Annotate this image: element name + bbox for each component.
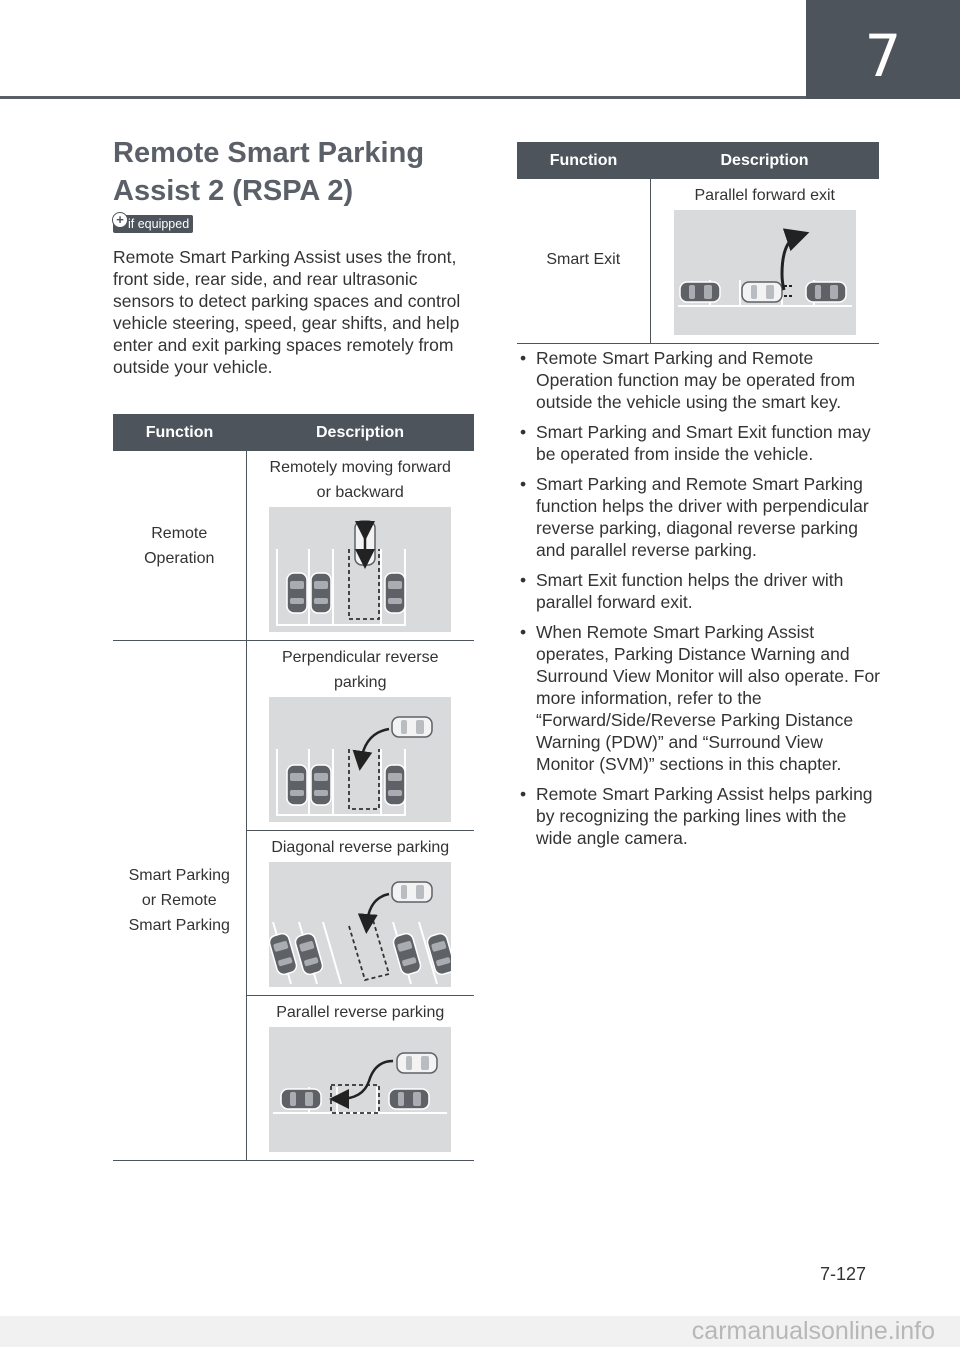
list-item: • Remote Smart Parking and Remote Operation function may be operated from outside the vehicle using the smart key.: [518, 347, 880, 413]
diagonal-parking-illustration: [269, 862, 451, 987]
list-item: • Smart Exit function helps the driver with parallel forward exit.: [518, 569, 880, 613]
description-cell: [246, 451, 474, 641]
intro-paragraph: Remote Smart Parking Assist uses the front, front side, rear side, and rear ultrasonic sensors to detect parking spaces and control vehicle steering, speed, gear shifts, and help enter and exit parking spaces remotely from outside your vehicle.: [113, 247, 461, 377]
function-table-left: [113, 414, 474, 1161]
chapter-tab: 7: [806, 0, 960, 99]
list-item: • Smart Parking and Remote Smart Parking function helps the driver with perpendicular reverse parking, diagonal reverse parking and parallel reverse parking.: [518, 473, 880, 561]
watermark-text: carmanualsonline.info: [691, 1317, 935, 1345]
header-rule: [0, 96, 806, 99]
function-header: Function: [517, 142, 650, 179]
description-cell: [246, 831, 474, 996]
list-item: • Smart Parking and Smart Exit function may be operated from inside the vehicle.: [518, 421, 880, 465]
table-row: [113, 451, 474, 641]
plus-icon: +: [112, 212, 128, 228]
table-row: [517, 179, 879, 344]
list-item: • When Remote Smart Parking Assist operates, Parking Distance Warning and Surround View Monitor will also operate. For more information, refer to the “Forward/Side/Reverse Parking Distance Warning (PDW)” and “Surround View Monitor (SVM)” sections in this chapter.: [518, 621, 880, 775]
function-header: Function: [113, 414, 246, 451]
perpendicular-parking-illustration: [269, 697, 451, 822]
remote-operation-illustration: [269, 507, 451, 632]
section-title: Remote Smart Parking Assist 2 (RSPA 2): [113, 137, 425, 207]
description-cell: [650, 179, 879, 344]
description-header: Description: [246, 414, 474, 451]
function-cell: Remote Operation: [113, 451, 246, 641]
badge-label: if equipped: [128, 217, 190, 231]
function-cell: Smart Parking or Remote Smart Parking: [113, 641, 246, 1161]
description-text: Perpendicular reverse parking: [281, 649, 439, 691]
description-text: Parallel forward exit: [694, 187, 835, 204]
description-text: Diagonal reverse parking: [271, 839, 450, 856]
list-item: • Remote Smart Parking Assist helps parking by recognizing the parking lines with the wide angle camera.: [518, 783, 880, 849]
function-cell: Smart Exit: [517, 179, 650, 344]
description-cell: [246, 996, 474, 1161]
watermark-bar: [0, 1316, 960, 1347]
notes-list: [518, 347, 880, 857]
parallel-exit-illustration: [674, 210, 856, 335]
description-text: Remotely moving forward or backward: [269, 459, 451, 501]
function-table-right: [517, 142, 879, 344]
description-text: Parallel reverse parking: [276, 1004, 445, 1021]
if-equipped-badge: [113, 212, 193, 233]
parallel-parking-illustration: [269, 1027, 451, 1152]
description-header: Description: [650, 142, 879, 179]
page-number: 7-127: [820, 1264, 867, 1284]
description-cell: [246, 641, 474, 831]
table-row: [113, 641, 474, 831]
